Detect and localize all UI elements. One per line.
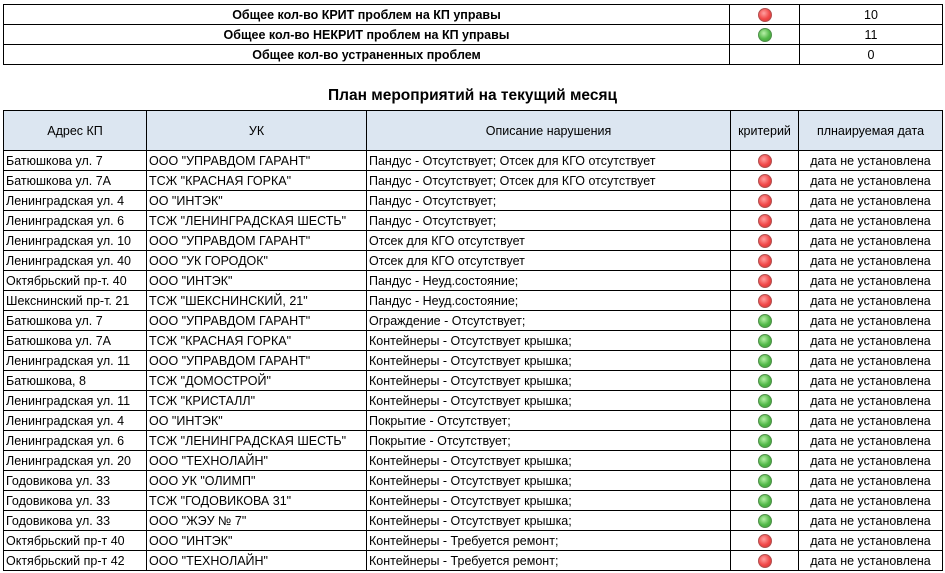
cell-date[interactable]: дата не установлена: [799, 351, 943, 371]
cell-description[interactable]: Контейнеры - Отсутствует крышка;: [367, 451, 731, 471]
cell-uk[interactable]: ТСЖ "КРИСТАЛЛ": [147, 391, 367, 411]
cell-description[interactable]: Пандус - Отсутствует;: [367, 191, 731, 211]
cell-address[interactable]: Батюшкова ул. 7А: [4, 331, 147, 351]
cell-address[interactable]: Батюшкова ул. 7А: [4, 171, 147, 191]
table-row: [4, 431, 943, 451]
cell-description[interactable]: Контейнеры - Отсутствует крышка;: [367, 511, 731, 531]
plan-header: [4, 111, 943, 151]
cell-description[interactable]: Контейнеры - Отсутствует крышка;: [367, 351, 731, 371]
cell-uk[interactable]: ОО "ИНТЭК": [147, 411, 367, 431]
summary-label[interactable]: Общее кол-во КРИТ проблем на КП управы: [4, 5, 730, 25]
critical-indicator-icon: [758, 534, 772, 548]
cell-address[interactable]: Ленинградская ул. 6: [4, 211, 147, 231]
cell-criterion[interactable]: [731, 291, 799, 311]
critical-indicator-icon: [758, 174, 772, 188]
table-row: [4, 151, 943, 171]
cell-uk[interactable]: ООО "ЖЭУ № 7": [147, 511, 367, 531]
cell-address[interactable]: Годовикова ул. 33: [4, 471, 147, 491]
cell-criterion[interactable]: [731, 151, 799, 171]
cell-address[interactable]: Батюшкова, 8: [4, 371, 147, 391]
summary-row: [4, 45, 943, 65]
cell-criterion[interactable]: [731, 531, 799, 551]
summary-row: [4, 25, 943, 45]
cell-uk[interactable]: ООО "ИНТЭК": [147, 531, 367, 551]
cell-criterion[interactable]: [731, 511, 799, 531]
critical-indicator-icon: [758, 254, 772, 268]
cell-description[interactable]: Контейнеры - Требуется ремонт;: [367, 531, 731, 551]
table-row: [4, 291, 943, 311]
header-address[interactable]: Адрес КП: [4, 111, 147, 151]
table-row: [4, 511, 943, 531]
cell-uk[interactable]: ТСЖ "ЛЕНИНГРАДСКАЯ ШЕСТЬ": [147, 211, 367, 231]
cell-criterion[interactable]: [731, 191, 799, 211]
cell-criterion[interactable]: [731, 351, 799, 371]
summary-row: [4, 5, 943, 25]
cell-uk[interactable]: ТСЖ "ДОМОСТРОЙ": [147, 371, 367, 391]
cell-uk[interactable]: ТСЖ "КРАСНАЯ ГОРКА": [147, 331, 367, 351]
table-row: [4, 551, 943, 571]
noncritical-indicator-icon: [758, 374, 772, 388]
cell-address[interactable]: Ленинградская ул. 11: [4, 391, 147, 411]
cell-date[interactable]: дата не установлена: [799, 251, 943, 271]
cell-description[interactable]: Отсек для КГО отсутствует: [367, 231, 731, 251]
cell-description[interactable]: Пандус - Отсутствует;: [367, 211, 731, 231]
noncritical-indicator-icon: [758, 334, 772, 348]
cell-description[interactable]: Покрытие - Отсутствует;: [367, 411, 731, 431]
summary-label[interactable]: Общее кол-во устраненных проблем: [4, 45, 730, 65]
table-row: [4, 231, 943, 251]
summary-indicator[interactable]: [730, 5, 800, 25]
cell-address[interactable]: Октябрьский пр-т 40: [4, 531, 147, 551]
cell-date[interactable]: дата не установлена: [799, 451, 943, 471]
cell-uk[interactable]: ООО "УПРАВДОМ ГАРАНТ": [147, 151, 367, 171]
cell-criterion[interactable]: [731, 391, 799, 411]
table-row: [4, 531, 943, 551]
cell-uk[interactable]: ООО УК "ОЛИМП": [147, 471, 367, 491]
cell-criterion[interactable]: [731, 411, 799, 431]
cell-description[interactable]: Контейнеры - Отсутствует крышка;: [367, 491, 731, 511]
cell-address[interactable]: Ленинградская ул. 10: [4, 231, 147, 251]
critical-indicator-icon: [758, 554, 772, 568]
cell-date[interactable]: дата не установлена: [799, 291, 943, 311]
cell-address[interactable]: Годовикова ул. 33: [4, 511, 147, 531]
cell-criterion[interactable]: [731, 371, 799, 391]
critical-indicator-icon: [758, 234, 772, 248]
cell-description[interactable]: Ограждение - Отсутствует;: [367, 311, 731, 331]
cell-uk[interactable]: ООО "ТЕХНОЛАЙН": [147, 551, 367, 571]
cell-date[interactable]: дата не установлена: [799, 431, 943, 451]
cell-uk[interactable]: ООО "ИНТЭК": [147, 271, 367, 291]
cell-criterion[interactable]: [731, 271, 799, 291]
cell-criterion[interactable]: [731, 471, 799, 491]
cell-address[interactable]: Батюшкова ул. 7: [4, 311, 147, 331]
cell-uk[interactable]: ООО "ТЕХНОЛАЙН": [147, 451, 367, 471]
summary-indicator[interactable]: [730, 45, 800, 65]
cell-address[interactable]: Батюшкова ул. 7: [4, 151, 147, 171]
cell-address[interactable]: Ленинградская ул. 11: [4, 351, 147, 371]
cell-date[interactable]: дата не установлена: [799, 191, 943, 211]
summary-value[interactable]: 10: [800, 5, 943, 25]
noncritical-indicator-icon: [758, 354, 772, 368]
cell-date[interactable]: дата не установлена: [799, 411, 943, 431]
cell-date[interactable]: дата не установлена: [799, 511, 943, 531]
table-row: [4, 471, 943, 491]
cell-criterion[interactable]: [731, 331, 799, 351]
cell-address[interactable]: Ленинградская ул. 6: [4, 431, 147, 451]
table-row: [4, 391, 943, 411]
cell-date[interactable]: дата не установлена: [799, 491, 943, 511]
plan-body: [4, 151, 943, 571]
critical-indicator-icon: [758, 154, 772, 168]
cell-date[interactable]: дата не установлена: [799, 171, 943, 191]
noncritical-indicator-icon: [758, 454, 772, 468]
critical-indicator-icon: [758, 194, 772, 208]
cell-date[interactable]: дата не установлена: [799, 151, 943, 171]
cell-criterion[interactable]: [731, 551, 799, 571]
table-row: [4, 271, 943, 291]
cell-uk[interactable]: ТСЖ "ЛЕНИНГРАДСКАЯ ШЕСТЬ": [147, 431, 367, 451]
cell-description[interactable]: Пандус - Неуд.состояние;: [367, 271, 731, 291]
cell-date[interactable]: дата не установлена: [799, 391, 943, 411]
cell-uk[interactable]: ООО "УПРАВДОМ ГАРАНТ": [147, 351, 367, 371]
cell-address[interactable]: Ленинградская ул. 4: [4, 411, 147, 431]
table-row: [4, 371, 943, 391]
header-description[interactable]: Описание нарушения: [367, 111, 731, 151]
cell-uk[interactable]: ООО "УПРАВДОМ ГАРАНТ": [147, 311, 367, 331]
cell-uk[interactable]: ОО "ИНТЭК": [147, 191, 367, 211]
cell-address[interactable]: Ленинградская ул. 40: [4, 251, 147, 271]
cell-uk[interactable]: ТСЖ "ГОДОВИКОВА 31": [147, 491, 367, 511]
noncritical-indicator-icon: [758, 474, 772, 488]
noncritical-indicator-icon: [758, 434, 772, 448]
cell-criterion[interactable]: [731, 311, 799, 331]
cell-uk[interactable]: ООО "УК ГОРОДОК": [147, 251, 367, 271]
plan-title: План мероприятий на текущий месяц: [327, 87, 618, 104]
header-uk[interactable]: УК: [147, 111, 367, 151]
table-row: [4, 491, 943, 511]
cell-date[interactable]: дата не установлена: [799, 231, 943, 251]
cell-criterion[interactable]: [731, 171, 799, 191]
summary-label[interactable]: Общее кол-во НЕКРИТ проблем на КП управы: [4, 25, 730, 45]
cell-description[interactable]: Контейнеры - Отсутствует крышка;: [367, 331, 731, 351]
noncritical-indicator-icon: [758, 28, 772, 42]
summary-value[interactable]: 11: [800, 25, 943, 45]
noncritical-indicator-icon: [758, 414, 772, 428]
cell-address[interactable]: Октябрьский пр-т 42: [4, 551, 147, 571]
cell-date[interactable]: дата не установлена: [799, 531, 943, 551]
cell-date[interactable]: дата не установлена: [799, 311, 943, 331]
cell-uk[interactable]: ТСЖ "ШЕКСНИНСКИЙ, 21": [147, 291, 367, 311]
cell-date[interactable]: дата не установлена: [799, 211, 943, 231]
cell-criterion[interactable]: [731, 431, 799, 451]
summary-value[interactable]: 0: [800, 45, 943, 65]
critical-indicator-icon: [758, 274, 772, 288]
cell-criterion[interactable]: [731, 211, 799, 231]
cell-description[interactable]: Пандус - Неуд.состояние;: [367, 291, 731, 311]
cell-address[interactable]: Октябрьский пр-т. 40: [4, 271, 147, 291]
summary-body: [4, 5, 943, 65]
critical-indicator-icon: [758, 214, 772, 228]
cell-description[interactable]: Покрытие - Отсутствует;: [367, 431, 731, 451]
cell-date[interactable]: дата не установлена: [799, 371, 943, 391]
cell-address[interactable]: Годовикова ул. 33: [4, 491, 147, 511]
cell-address[interactable]: Шекснинский пр-т. 21: [4, 291, 147, 311]
header-row: [4, 111, 943, 151]
cell-criterion[interactable]: [731, 491, 799, 511]
table-row: [4, 311, 943, 331]
critical-indicator-icon: [758, 294, 772, 308]
cell-address[interactable]: Ленинградская ул. 4: [4, 191, 147, 211]
cell-description[interactable]: Отсек для КГО отсутствует: [367, 251, 731, 271]
cell-address[interactable]: Ленинградская ул. 20: [4, 451, 147, 471]
noncritical-indicator-icon: [758, 494, 772, 508]
noncritical-indicator-icon: [758, 394, 772, 408]
cell-description[interactable]: Пандус - Отсутствует; Отсек для КГО отсутствует: [367, 171, 731, 191]
table-row: [4, 451, 943, 471]
noncritical-indicator-icon: [758, 514, 772, 528]
cell-description[interactable]: Контейнеры - Требуется ремонт;: [367, 551, 731, 571]
cell-date[interactable]: дата не установлена: [799, 331, 943, 351]
cell-date[interactable]: дата не установлена: [799, 471, 943, 491]
table-row: [4, 251, 943, 271]
cell-criterion[interactable]: [731, 451, 799, 471]
cell-uk[interactable]: ТСЖ "КРАСНАЯ ГОРКА": [147, 171, 367, 191]
cell-date[interactable]: дата не установлена: [799, 551, 943, 571]
header-date[interactable]: плнаируемая дата: [799, 111, 943, 151]
table-row: [4, 331, 943, 351]
table-row: [4, 351, 943, 371]
table-row: [4, 211, 943, 231]
plan-table: [3, 110, 943, 571]
cell-description[interactable]: Контейнеры - Отсутствует крышка;: [367, 471, 731, 491]
noncritical-indicator-icon: [758, 314, 772, 328]
cell-criterion[interactable]: [731, 251, 799, 271]
cell-date[interactable]: дата не установлена: [799, 271, 943, 291]
summary-table: [3, 4, 943, 65]
cell-description[interactable]: Контейнеры - Отсутствует крышка;: [367, 371, 731, 391]
header-criterion[interactable]: критерий: [731, 111, 799, 151]
cell-uk[interactable]: ООО "УПРАВДОМ ГАРАНТ": [147, 231, 367, 251]
summary-indicator[interactable]: [730, 25, 800, 45]
table-row: [4, 191, 943, 211]
cell-criterion[interactable]: [731, 231, 799, 251]
cell-description[interactable]: Контейнеры - Отсутствует крышка;: [367, 391, 731, 411]
cell-description[interactable]: Пандус - Отсутствует; Отсек для КГО отсутствует: [367, 151, 731, 171]
table-row: [4, 411, 943, 431]
table-row: [4, 171, 943, 191]
critical-indicator-icon: [758, 8, 772, 22]
